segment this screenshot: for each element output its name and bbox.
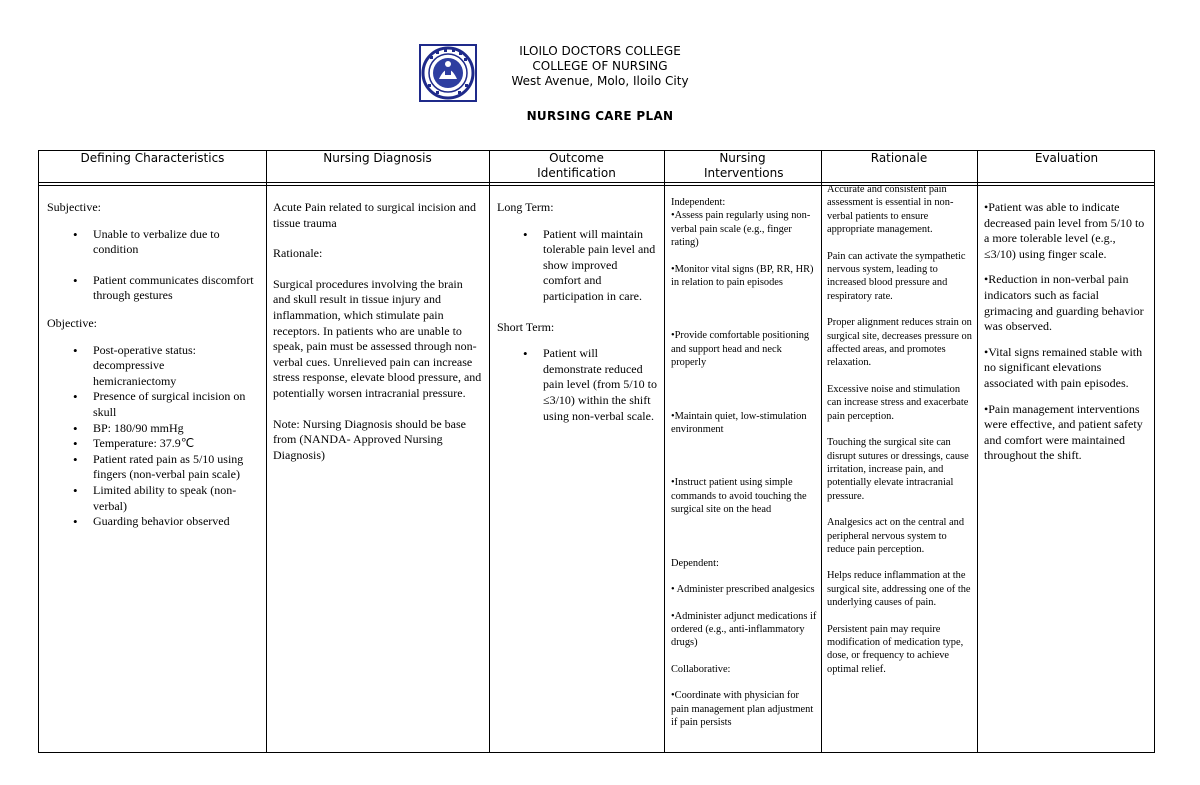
nursing-diagnosis-cell [266,185,489,463]
independent-label: Independent: [671,197,726,208]
dependent-label: Dependent: [671,557,719,569]
evaluation-item: •Vital signs remained stable with no significant elevations associated with pain episodes. [984,344,1143,390]
column-header: Rationale [870,151,928,165]
college-address: West Avenue, Molo, Iloilo City [511,74,689,88]
document-title: NURSING CARE PLAN [526,109,674,123]
short-term-list [497,346,658,424]
intervention-item: •Monitor vital signs (BP, RR, HR) in relation to pain episodes [671,263,814,289]
column-header: Nursing Interventions [704,151,784,180]
rationale-item: Excessive noise and stimulation can increase stress and exacerbate pain perception. [827,383,969,422]
list-item: • BP: 180/90 mmHg [93,421,250,437]
list-item: • Guarding behavior observed [93,514,250,530]
defining-characteristics-cell [39,185,266,530]
subjective-label: Subjective: [47,200,101,214]
list-item: • Patient communicates discomfort through gestures [93,273,256,304]
long-term-list [497,227,658,305]
rationale-item: Accurate and consistent pain assessment is essential in non-verbal patients to ensure appropriate management. [827,184,954,236]
evaluation-cell [977,185,1156,464]
list-item: • Temperature: 37.9℃ [93,436,250,452]
diagnosis-rationale-label: Rationale: [273,246,323,261]
outcome-identification-cell [489,185,664,424]
list-item: • Limited ability to speak (non-verbal) [93,483,250,514]
intervention-item: •Administer adjunct medications if ordered (e.g., anti-inflammatory drugs) [671,610,817,649]
intervention-item: •Instruct patient using simple commands to avoid touching the surgical site on the head [671,477,807,516]
rationale-item: Persistent pain may require modification of medication type, dose, or frequency to achieve optimal relief. [827,623,964,675]
evaluation-item: •Reduction in non-verbal pain indicators such as facial grimacing and guarding behavior was observed. [984,272,1144,334]
intervention-item: •Provide comfortable positioning and support head and neck properly [671,330,810,369]
list-item: • Post-operative status: decompressive hemicraniectomy [93,343,250,390]
list-item: • Patient will demonstrate reduced pain level (from 5/10 to ≤3/10) within the shift using non-verbal scale. [543,346,658,424]
objective-list [47,343,256,530]
rationale-item: Helps reduce inflammation at the surgical site, addressing one of the underlying causes of pain. [827,570,971,609]
rationale-cell [821,183,977,676]
column-header: Outcome Identification [537,151,616,180]
rationale-item: Pain can activate the sympathetic nervous system, leading to increased blood pressure and respiratory rate. [827,250,966,302]
evaluation-item: •Patient was able to indicate decreased pain level from 5/10 to a more tolerable level (e.g., ≤3/10) using finger scale. [984,200,1145,261]
college-seal-logo [419,44,477,102]
nursing-interventions-cell [664,185,821,729]
list-item: • Patient rated pain as 5/10 using fingers (non-verbal pain scale) [93,452,250,483]
column-header: Nursing Diagnosis [323,151,432,165]
list-item: • Presence of surgical incision on skull [93,389,250,420]
college-info [480,44,720,89]
list-item: • Patient will maintain tolerable pain level and show improved comfort and participation in care. [543,227,658,305]
rationale-item: Touching the surgical site can disrupt sutures or dressings, cause irritation, increase pain, and potentially elevate intracranial pressure. [827,437,969,502]
short-term-label: Short Term: [497,319,555,334]
rationale-item: Analgesics act on the central and peripheral nervous system to reduce pain perception. [827,517,965,555]
document-header [0,0,1200,140]
intervention-item: • Administer prescribed analgesics [671,584,815,596]
long-term-label: Long Term: [497,200,554,214]
intervention-item: •Maintain quiet, low-stimulation environment [671,410,807,436]
department-name: COLLEGE OF NURSING [532,59,668,73]
header-rule [39,182,1154,183]
column-header: Evaluation [1034,151,1099,165]
evaluation-item: •Pain management interventions were effective, and patient safety and comfort were maintained throughout the shift. [984,401,1143,463]
objective-label: Objective: [47,315,97,330]
college-name: ILOILO DOCTORS COLLEGE [519,44,681,58]
diagnosis-statement: Acute Pain related to surgical incision and tissue trauma [273,200,477,230]
collaborative-label: Collaborative: [671,663,731,675]
subjective-list [47,227,256,304]
intervention-item: •Assess pain regularly using non-verbal pain scale (e.g., finger rating) [671,210,811,249]
diagnosis-note: Note: Nursing Diagnosis should be base from (NANDA- Approved Nursing Diagnosis) [273,416,466,462]
intervention-item: •Coordinate with physician for pain management plan adjustment if pain persists [671,690,814,728]
care-plan-table [38,150,1155,753]
rationale-item: Proper alignment reduces strain on surgical site, decreases pressure on affected areas, and promotes relaxation. [827,317,972,369]
list-item: • Unable to verbalize due to condition [93,227,256,258]
column-header: Defining Characteristics [80,151,225,165]
diagnosis-rationale: Surgical procedures involving the brain and skull result in tissue injury and inflammation, which stimulate pain receptors. In patients who are unable to speak, pain must be assessed through non-verbal cues. Unrelieved pain can increase stress response, elevate blood pressure, and potentially worsen intracranial pressure. [273,276,482,400]
